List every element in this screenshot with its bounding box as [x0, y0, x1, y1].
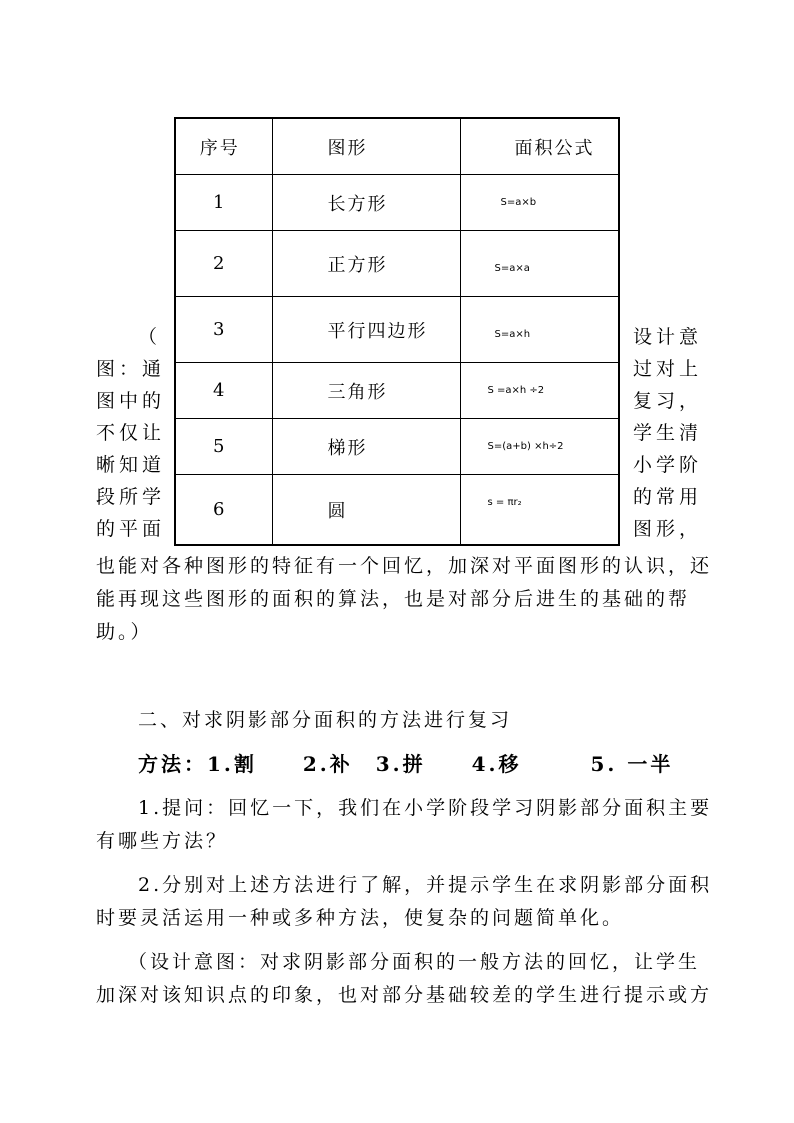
header-formula: 面积公式 — [460, 118, 619, 175]
text-line: 学生清 — [633, 422, 703, 444]
row-shape: 圆 — [272, 475, 460, 546]
area-formula-table — [174, 117, 620, 546]
text-line: 时要灵活运用一种或多种方法，使复杂的问题简单化。 — [96, 907, 625, 929]
row-shape: 长方形 — [272, 175, 460, 231]
table-row — [175, 297, 619, 363]
row-formula: S=a×a — [460, 231, 619, 297]
text-line: 复习， — [633, 390, 703, 412]
row-shape: 正方形 — [272, 231, 460, 297]
text-line: 有哪些方法？ — [96, 830, 229, 852]
item-1 — [96, 792, 712, 858]
text-line: 能再现这些图形的面积的算法，也是对部分后进生的基础的帮 — [96, 588, 691, 610]
text-line: 的平面 — [96, 518, 166, 540]
text-line: 也能对各种图形的特征有一个回忆，加深对平面图形的认识，还 — [96, 555, 713, 577]
text-line: 过对上 — [633, 358, 703, 380]
text-line: 图中的 — [96, 390, 166, 412]
table-row — [175, 231, 619, 297]
text-line: 图形， — [633, 518, 703, 540]
table-row — [175, 475, 619, 546]
text-line: （ — [138, 326, 162, 348]
row-formula: S =a×h ÷2 — [460, 363, 619, 419]
row-number: 3 — [175, 297, 272, 363]
wrapped-text-right — [633, 321, 708, 545]
text-line: 不仅让 — [96, 422, 166, 444]
section-title: 二、对求阴影部分面积的方法进行复习 — [138, 709, 513, 731]
row-shape: 三角形 — [272, 363, 460, 419]
table-row — [175, 363, 619, 419]
header-shape: 图形 — [272, 118, 460, 175]
row-shape: 平行四边形 — [272, 297, 460, 363]
text-line: 1.提问：回忆一下，我们在小学阶段学习阴影部分面积主要 — [138, 797, 713, 819]
table-row — [175, 419, 619, 475]
header-number: 序号 — [175, 118, 272, 175]
row-formula: S=a×b — [460, 175, 619, 231]
text-line: 设计意 — [633, 326, 703, 348]
text-line: 助。） — [96, 621, 153, 643]
row-number: 5 — [175, 419, 272, 475]
row-formula: S=(a+b) ×h÷2 — [460, 419, 619, 475]
text-line: 段所学 — [96, 486, 166, 508]
text-line: （设计意图：对求阴影部分面积的一般方法的回忆，让学生 — [128, 951, 701, 973]
text-line: 的常用 — [633, 486, 703, 508]
item-2 — [96, 869, 712, 935]
table-row — [175, 175, 619, 231]
row-formula: S=a×h — [460, 297, 619, 363]
design-note — [96, 946, 712, 1012]
row-number: 6 — [175, 475, 272, 546]
paragraph-continuation — [96, 550, 712, 649]
wrapped-text-left — [96, 321, 166, 545]
methods-line: 方法：1.割 2.补 3.拼 4.移 5. 一半 — [138, 752, 674, 776]
row-number: 1 — [175, 175, 272, 231]
row-formula: s = πr₂ — [460, 475, 619, 546]
text-line: 加深对该知识点的印象，也对部分基础较差的学生进行提示或方 — [96, 984, 713, 1006]
row-shape: 梯形 — [272, 419, 460, 475]
text-line: 2.分别对上述方法进行了解，并提示学生在求阴影部分面积 — [138, 874, 713, 896]
table-header-row — [175, 118, 619, 175]
text-line: 晰知道 — [96, 454, 166, 476]
row-number: 4 — [175, 363, 272, 419]
row-number: 2 — [175, 231, 272, 297]
text-line: 小学阶 — [633, 454, 703, 476]
text-line: 图：通 — [96, 358, 166, 380]
